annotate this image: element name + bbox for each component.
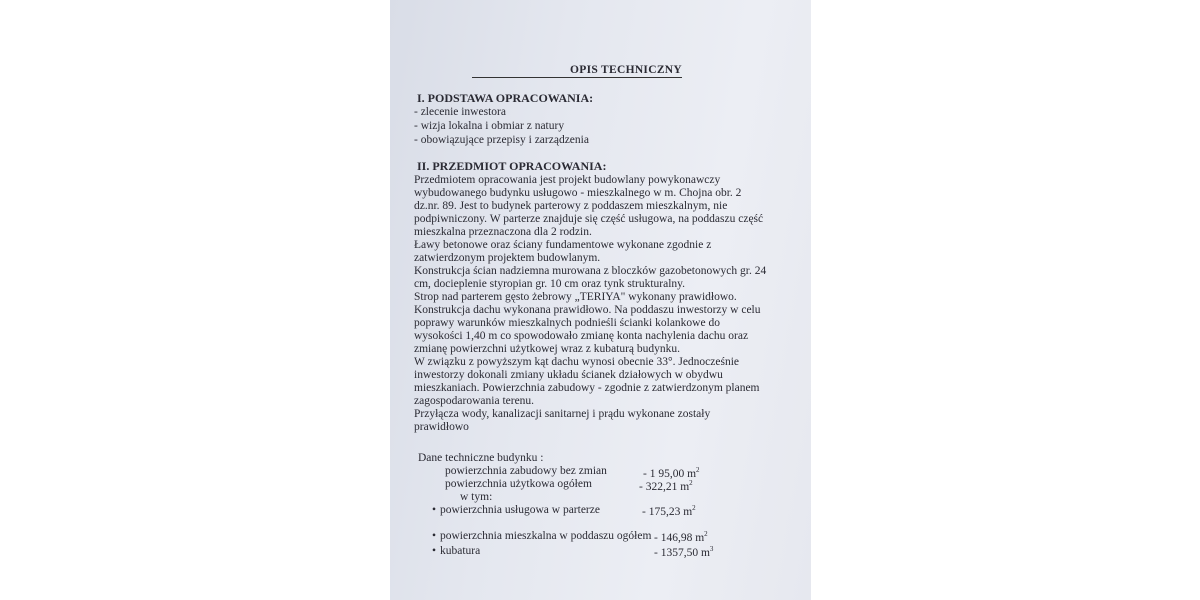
section-2-line: dz.nr. 89. Jest to budynek parterowy z poddaszem mieszkalnym, nie [414, 200, 728, 212]
tech-row-number: - 322,21 m [639, 481, 690, 493]
section-2-line: inwestorzy dokonali zmiany układu ścianek działowych w obydwu [414, 369, 723, 381]
tech-row-unit-exponent: 3 [709, 545, 714, 553]
section-2-line: wysokości 1,40 m co spowodowało zmianę konta nachylenia dachu oraz [414, 330, 749, 342]
section-2-heading: II. PRZEDMIOT OPRACOWANIA: [417, 159, 607, 173]
section-2-line: mieszkalna przeznaczona dla 2 rodzin. [414, 226, 592, 238]
tech-row-label-text: powierzchnia mieszkalna w poddaszu ogółem [440, 530, 652, 542]
section-2-line: poprawy warunków mieszkalnych podnieśli ścianki kolankowe do [414, 317, 720, 329]
section-2-line: Ławy betonowe oraz ściany fundamentowe wykonane zgodnie z [414, 239, 712, 251]
section-1-item: - zlecenie inwestora [414, 106, 506, 118]
tech-row-unit-exponent: 2 [689, 479, 693, 487]
tech-row-unit-exponent: 2 [696, 466, 700, 474]
section-2-line: zatwierdzonym projektem budowlanym. [414, 252, 601, 264]
bullet: • [432, 504, 437, 516]
section-2-line: prawidłowo [414, 421, 469, 433]
tech-row-label [432, 504, 600, 517]
section-2-line: podpiwniczony. W parterze znajduje się część usługowa, na poddaszu część [414, 213, 764, 225]
tech-row-unit-exponent: 2 [692, 504, 696, 512]
tech-row-label [432, 530, 651, 543]
tech-row-label-text: powierzchnia usługowa w parterze [440, 504, 600, 516]
document-title: OPIS TECHNICZNY [472, 64, 682, 78]
section-2-line: Przyłącza wody, kanalizacji sanitarnej i prądu wykonane zostały [414, 408, 711, 420]
section-1-item: - wizja lokalna i obmiar z natury [414, 120, 565, 132]
tech-row-label: w tym: [460, 491, 493, 503]
tech-row-unit-exponent: 2 [704, 530, 708, 538]
section-2-line: wybudowanego budynku usługowo - mieszkalnego w m. Chojna obr. 2 [414, 187, 742, 199]
technical-data-heading: Dane techniczne budynku : [418, 452, 544, 464]
tech-row-label [432, 545, 480, 558]
tech-row-value [642, 502, 696, 519]
tech-row-value [654, 543, 713, 560]
section-2-line: cm, docieplenie styropian gr. 10 cm oraz tynk strukturalny. [414, 278, 686, 290]
section-2-line: W związku z powyższym kąt dachu wynosi obecnie 33°. Jednocześnie [414, 356, 740, 368]
tech-row-label: powierzchnia zabudowy bez zmian [445, 465, 607, 477]
section-2-line: Strop nad parterem gęsto żebrowy „TERIYA" wykonany prawidłowo. [414, 291, 737, 303]
bullet: • [432, 545, 437, 557]
section-2-line: Konstrukcja dachu wykonana prawidłowo. Na poddaszu inwestorzy w celu [414, 304, 761, 316]
section-2-line: Konstrukcja ścian nadziemna murowana z bloczków gazobetonowych gr. 24 [414, 265, 767, 277]
tech-row-number: - 175,23 m [642, 506, 693, 518]
section-1-heading: I. PODSTAWA OPRACOWANIA: [417, 91, 594, 105]
section-2-line: zagospodarowania terenu. [414, 395, 535, 407]
tech-row-label: powierzchnia użytkowa ogółem [445, 478, 592, 490]
tech-row-number: - 1 95,00 m [643, 468, 697, 480]
tech-row-value [639, 477, 693, 494]
section-1-item: - obowiązujące przepisy i zarządzenia [414, 134, 589, 146]
tech-row-label-text: kubatura [440, 545, 481, 557]
bullet: • [432, 530, 437, 542]
tech-row-number: - 1357,50 m [654, 547, 710, 559]
section-2-line: Przedmiotem opracowania jest projekt budowlany powykonawczy [414, 174, 721, 186]
document-page [390, 0, 811, 600]
section-2-line: mieszkaniach. Powierzchnia zabudowy - zgodnie z zatwierdzonym planem [414, 382, 760, 394]
tech-row-number: - 146,98 m [654, 532, 705, 544]
section-2-line: zmianę powierzchni użytkowej wraz z kubaturą budynku. [414, 343, 680, 355]
